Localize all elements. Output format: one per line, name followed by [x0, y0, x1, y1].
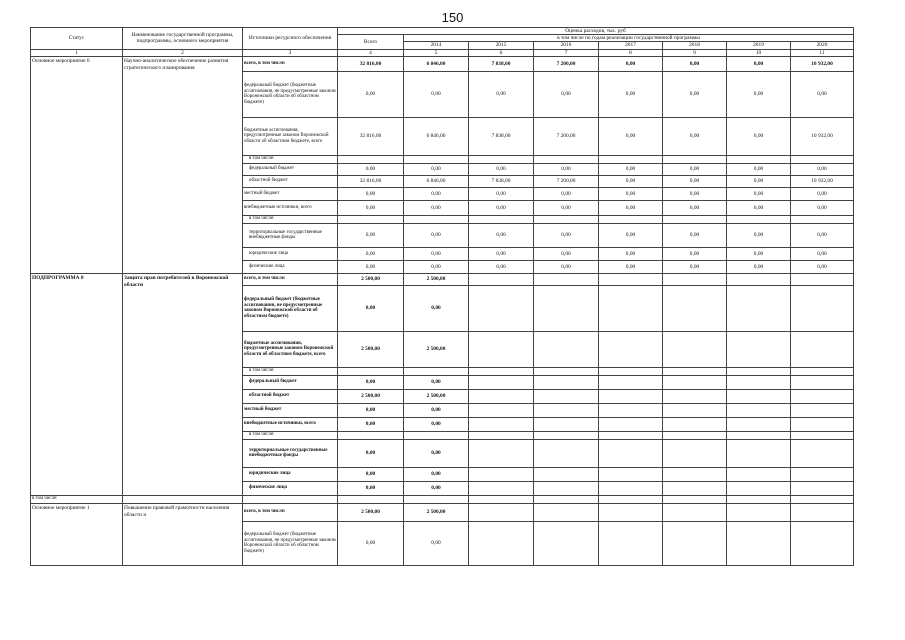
value-year: 0,00	[791, 71, 854, 117]
value-year	[404, 367, 469, 375]
source-label: местный бюджет	[243, 403, 338, 417]
header-column-number: 8	[599, 49, 663, 56]
value-year: 6 846,00	[404, 56, 469, 71]
header-column-number: 7	[534, 49, 599, 56]
value-year	[599, 155, 663, 163]
value-year: 0,00	[663, 260, 727, 273]
value-year	[534, 467, 599, 481]
table-row	[31, 273, 854, 285]
value-year	[663, 417, 727, 431]
value-year: 0,00	[727, 260, 791, 273]
value-year	[599, 367, 663, 375]
value-year	[791, 481, 854, 495]
value-year: 10 932,00	[791, 175, 854, 187]
value-year: 0,00	[599, 56, 663, 71]
value-year: 0,00	[791, 163, 854, 175]
value-year	[727, 375, 791, 389]
header-column-number: 3	[243, 49, 338, 56]
value-year	[599, 467, 663, 481]
value-year	[727, 331, 791, 367]
value-year	[534, 481, 599, 495]
value-year	[534, 285, 599, 331]
source-label: внебюджетные источники, всего	[243, 417, 338, 431]
source-label: юридические лица	[243, 467, 338, 481]
source-label: федеральный бюджет (бюджетные ассигнования, не предусмотренные законом Воронежской области об областном бюджете)	[243, 71, 338, 117]
value-year: 0,00	[469, 200, 534, 215]
value-year: 7 200,00	[534, 56, 599, 71]
source-label: всего, в том числе:	[243, 273, 338, 285]
value-year: 0,00	[534, 71, 599, 117]
value-year	[534, 155, 599, 163]
source-label: физические лица	[243, 260, 338, 273]
value-year	[469, 481, 534, 495]
source-label: в том числе:	[243, 155, 338, 163]
source-label: территориальные государственные внебюджетные фонды	[243, 439, 338, 467]
value-year	[663, 439, 727, 467]
value-total	[338, 215, 404, 223]
value-year: 0,00	[404, 403, 469, 417]
value-total: 0,00	[338, 467, 404, 481]
value-year: 0,00	[404, 247, 469, 260]
value-year: 0,00	[791, 187, 854, 200]
source-label: территориальные государственные внебюджетные фонды	[243, 223, 338, 247]
header-estimate: Оценка расходов, тыс. руб	[338, 28, 854, 35]
value-year	[534, 503, 599, 521]
value-year	[791, 285, 854, 331]
value-year: 0,00	[534, 163, 599, 175]
value-year	[791, 431, 854, 439]
value-year	[663, 273, 727, 285]
empty-cell	[404, 495, 469, 503]
value-year	[599, 481, 663, 495]
value-year: 2 500,00	[404, 331, 469, 367]
value-year: 0,00	[599, 200, 663, 215]
value-year	[469, 285, 534, 331]
value-year: 0,00	[791, 223, 854, 247]
value-year	[727, 367, 791, 375]
value-year: 0,00	[599, 247, 663, 260]
value-year	[469, 215, 534, 223]
empty-cell	[791, 495, 854, 503]
value-total	[338, 431, 404, 439]
value-year	[663, 431, 727, 439]
value-year: 0,00	[534, 247, 599, 260]
row-status: Основное мероприятие 1	[31, 503, 123, 565]
value-year: 0,00	[791, 247, 854, 260]
header-column-number: 9	[663, 49, 727, 56]
value-total: 0,00	[338, 163, 404, 175]
value-year: 10 932,00	[791, 56, 854, 71]
value-total: 2 500,00	[338, 389, 404, 403]
value-year: 0,00	[469, 247, 534, 260]
value-year	[404, 155, 469, 163]
value-year: 0,00	[404, 467, 469, 481]
header-year-2019: 2019	[727, 42, 791, 49]
value-year	[727, 403, 791, 417]
value-total: 0,00	[338, 187, 404, 200]
header-row-1	[31, 28, 854, 35]
row-name: Повышение правовой грамотности населения области и	[123, 503, 243, 565]
value-year: 0,00	[469, 187, 534, 200]
value-total: 0,00	[338, 375, 404, 389]
header-status: Статус	[31, 28, 123, 50]
source-label: областной бюджет	[243, 175, 338, 187]
value-total: 0,00	[338, 285, 404, 331]
value-total: 32 816,00	[338, 117, 404, 155]
source-label: местный бюджет	[243, 187, 338, 200]
value-year: 0,00	[791, 260, 854, 273]
value-total: 2 500,00	[338, 503, 404, 521]
value-year	[469, 417, 534, 431]
value-year: 0,00	[663, 187, 727, 200]
row-name: Защита прав потребителей в Воронежской области	[123, 273, 243, 495]
header-year-2018: 2018	[663, 42, 727, 49]
value-year	[469, 431, 534, 439]
value-year: 6 846,00	[404, 117, 469, 155]
header-year-2020: 2020	[791, 42, 854, 49]
empty-cell	[534, 495, 599, 503]
value-year	[599, 389, 663, 403]
value-year	[727, 273, 791, 285]
header-column-number: 11	[791, 49, 854, 56]
value-year	[534, 417, 599, 431]
value-total: 0,00	[338, 71, 404, 117]
value-year: 0,00	[469, 223, 534, 247]
resource-table	[30, 27, 854, 566]
header-column-number: 2	[123, 49, 243, 56]
value-year	[727, 389, 791, 403]
value-year: 0,00	[599, 71, 663, 117]
header-column-number: 1	[31, 49, 123, 56]
value-year: 7 200,00	[534, 117, 599, 155]
value-year	[534, 215, 599, 223]
value-year	[599, 285, 663, 331]
value-year: 0,00	[404, 439, 469, 467]
value-year	[791, 375, 854, 389]
value-year	[534, 431, 599, 439]
value-year: 0,00	[404, 285, 469, 331]
value-year	[727, 467, 791, 481]
value-year	[534, 389, 599, 403]
header-column-number: 6	[469, 49, 534, 56]
value-year: 0,00	[727, 187, 791, 200]
page-number: 150	[441, 10, 464, 25]
value-year	[469, 367, 534, 375]
value-year	[791, 331, 854, 367]
value-year: 0,00	[404, 163, 469, 175]
value-year: 0,00	[469, 71, 534, 117]
header-year-2016: 2016	[534, 42, 599, 49]
value-year	[534, 367, 599, 375]
value-year	[599, 521, 663, 565]
header-column-numbers-row	[31, 49, 854, 56]
source-label: федеральный бюджет (бюджетные ассигнования, не предусмотренные законом Воронежской области об областном бюджете)	[243, 521, 338, 565]
value-year: 0,00	[663, 200, 727, 215]
value-year: 7 200,00	[534, 175, 599, 187]
value-year: 0,00	[534, 200, 599, 215]
value-year: 0,00	[469, 260, 534, 273]
value-year	[663, 285, 727, 331]
value-total: 0,00	[338, 260, 404, 273]
header-year-2014: 2014	[404, 42, 469, 49]
value-year: 0,00	[727, 163, 791, 175]
value-year	[663, 331, 727, 367]
source-label: всего, в том числе:	[243, 503, 338, 521]
value-year	[599, 431, 663, 439]
value-year: 2 500,00	[404, 389, 469, 403]
table-row	[31, 56, 854, 71]
value-year	[599, 403, 663, 417]
value-year	[534, 439, 599, 467]
source-label: федеральный бюджет	[243, 375, 338, 389]
value-year: 0,00	[404, 187, 469, 200]
value-year	[663, 389, 727, 403]
source-label: юридические лица	[243, 247, 338, 260]
value-total: 0,00	[338, 403, 404, 417]
value-year	[663, 467, 727, 481]
value-year: 7 838,00	[469, 175, 534, 187]
empty-cell	[123, 495, 243, 503]
empty-cell	[338, 495, 404, 503]
value-year	[599, 375, 663, 389]
value-year: 0,00	[469, 163, 534, 175]
value-total: 0,00	[338, 521, 404, 565]
value-year: 0,00	[534, 223, 599, 247]
value-year	[727, 431, 791, 439]
value-year: 0,00	[599, 117, 663, 155]
value-year	[791, 503, 854, 521]
value-year	[469, 375, 534, 389]
value-year	[469, 155, 534, 163]
value-year	[727, 417, 791, 431]
value-year: 0,00	[727, 223, 791, 247]
value-year	[469, 389, 534, 403]
value-year: 2 500,00	[404, 503, 469, 521]
header-year-2017: 2017	[599, 42, 663, 49]
header-year-2015: 2015	[469, 42, 534, 49]
value-year: 0,00	[727, 71, 791, 117]
value-year	[663, 367, 727, 375]
value-year	[727, 285, 791, 331]
value-year: 0,00	[663, 56, 727, 71]
value-year: 7 838,00	[469, 117, 534, 155]
header-by-years: в том числе по годам реализации государственной программы	[404, 35, 854, 42]
value-year: 0,00	[727, 56, 791, 71]
value-year	[791, 215, 854, 223]
header-sources: Источники ресурсного обеспечения	[243, 28, 338, 50]
value-year	[791, 155, 854, 163]
value-year	[469, 467, 534, 481]
source-label: внебюджетные источники, всего	[243, 200, 338, 215]
value-year: 2 500,00	[404, 273, 469, 285]
value-year: 0,00	[727, 247, 791, 260]
separator-label: в том числе:	[31, 495, 123, 503]
value-year: 0,00	[663, 71, 727, 117]
value-total: 32 816,00	[338, 175, 404, 187]
value-year: 0,00	[599, 223, 663, 247]
value-year: 10 932,00	[791, 117, 854, 155]
empty-cell	[599, 495, 663, 503]
value-year	[663, 521, 727, 565]
value-year	[791, 417, 854, 431]
value-year: 0,00	[663, 247, 727, 260]
value-year	[727, 521, 791, 565]
value-year	[534, 403, 599, 417]
value-year: 0,00	[599, 260, 663, 273]
value-year	[727, 155, 791, 163]
header-total: Всего	[338, 35, 404, 49]
value-year	[599, 273, 663, 285]
table-body	[31, 28, 854, 566]
value-year	[791, 521, 854, 565]
value-year: 0,00	[534, 187, 599, 200]
row-status: ПОДПРОГРАММА 8	[31, 273, 123, 495]
header-column-number: 4	[338, 49, 404, 56]
value-year	[469, 331, 534, 367]
source-label: всего, в том числе:	[243, 56, 338, 71]
value-year	[599, 439, 663, 467]
value-year	[727, 439, 791, 467]
value-year: 0,00	[727, 200, 791, 215]
value-year: 0,00	[404, 417, 469, 431]
value-year: 0,00	[534, 260, 599, 273]
value-year	[599, 417, 663, 431]
value-year	[663, 403, 727, 417]
value-year	[791, 389, 854, 403]
value-year	[727, 481, 791, 495]
empty-cell	[727, 495, 791, 503]
source-label: физические лица	[243, 481, 338, 495]
source-label: федеральный бюджет (бюджетные ассигнования, не предусмотренные законом Воронежской области об областном бюджете)	[243, 285, 338, 331]
value-year	[599, 331, 663, 367]
value-total	[338, 367, 404, 375]
value-total: 2 500,00	[338, 331, 404, 367]
value-total: 0,00	[338, 481, 404, 495]
value-year: 0,00	[404, 521, 469, 565]
value-year	[791, 439, 854, 467]
value-year: 7 838,00	[469, 56, 534, 71]
value-year	[663, 503, 727, 521]
value-total: 0,00	[338, 247, 404, 260]
value-year	[534, 331, 599, 367]
value-year	[727, 503, 791, 521]
value-year: 0,00	[404, 223, 469, 247]
row-name: Научно-аналитическое обеспечение развития стратегического планирования	[123, 56, 243, 273]
value-year	[663, 215, 727, 223]
value-year	[534, 273, 599, 285]
value-total: 0,00	[338, 439, 404, 467]
value-total	[338, 155, 404, 163]
value-year: 0,00	[663, 117, 727, 155]
value-year	[534, 521, 599, 565]
source-label: федеральный бюджет	[243, 163, 338, 175]
value-year	[791, 367, 854, 375]
value-year	[599, 503, 663, 521]
value-year: 0,00	[404, 481, 469, 495]
value-year	[404, 431, 469, 439]
value-year: 0,00	[791, 200, 854, 215]
value-total: 32 816,00	[338, 56, 404, 71]
value-year	[469, 521, 534, 565]
value-year: 0,00	[663, 223, 727, 247]
value-year	[663, 375, 727, 389]
value-year: 0,00	[663, 163, 727, 175]
value-year	[534, 375, 599, 389]
value-year: 0,00	[404, 260, 469, 273]
value-total: 0,00	[338, 200, 404, 215]
header-column-number: 5	[404, 49, 469, 56]
value-year: 6 846,00	[404, 175, 469, 187]
value-total: 0,00	[338, 417, 404, 431]
value-year	[469, 503, 534, 521]
source-label: в том числе:	[243, 431, 338, 439]
header-column-number: 10	[727, 49, 791, 56]
value-year	[791, 403, 854, 417]
header-name: Наименование государственной программы, подпрограммы, основного мероприятия	[123, 28, 243, 50]
value-year	[791, 273, 854, 285]
value-year	[404, 215, 469, 223]
source-label: областной бюджет	[243, 389, 338, 403]
value-year	[727, 215, 791, 223]
empty-cell	[243, 495, 338, 503]
value-year: 0,00	[599, 175, 663, 187]
empty-cell	[469, 495, 534, 503]
value-year: 0,00	[599, 187, 663, 200]
value-year: 0,00	[404, 200, 469, 215]
value-year: 0,00	[599, 163, 663, 175]
value-year: 0,00	[663, 175, 727, 187]
source-label: бюджетные ассигнования, предусмотренные законом Воронежской области об областном бюджете, всего	[243, 117, 338, 155]
separator-row	[31, 495, 854, 503]
value-year: 0,00	[404, 71, 469, 117]
value-total: 0,00	[338, 223, 404, 247]
value-year	[469, 273, 534, 285]
value-total: 2 500,00	[338, 273, 404, 285]
value-year	[469, 403, 534, 417]
table-row	[31, 503, 854, 521]
value-year	[663, 155, 727, 163]
empty-cell	[663, 495, 727, 503]
source-label: в том числе:	[243, 367, 338, 375]
source-label: бюджетные ассигнования, предусмотренные законом Воронежской области об областном бюджете, всего	[243, 331, 338, 367]
value-year: 0,00	[404, 375, 469, 389]
row-status: Основное мероприятие 6	[31, 56, 123, 273]
source-label: в том числе:	[243, 215, 338, 223]
value-year: 0,00	[727, 175, 791, 187]
value-year	[599, 215, 663, 223]
value-year	[663, 481, 727, 495]
value-year	[469, 439, 534, 467]
value-year: 0,00	[727, 117, 791, 155]
value-year	[791, 467, 854, 481]
